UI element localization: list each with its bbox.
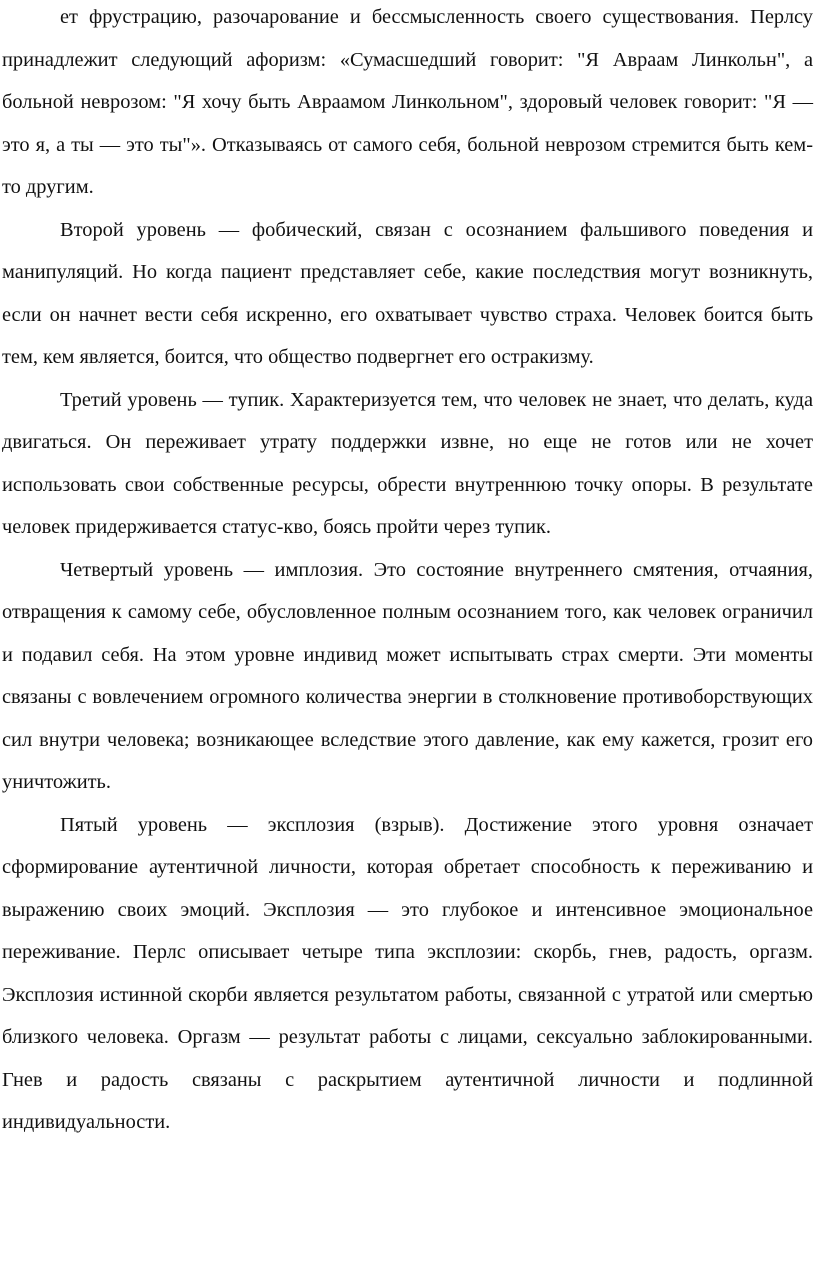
paragraph-explosion-level: Пятый уровень — эксплозия (взрыв). Достижение этого уровня означает сформирование аутентичной личности, которая обретает способность к переживанию и выражению своих эмоций. Эксплозия — это глубокое и интенсивное эмоциональное переживание. Перлс описывает четыре типа эксплозии: скорбь, гнев, радость, оргазм. Эксплозия истинной скорби является результатом работы, связанной с утратой или смертью близкого человека. Оргазм — результат работы с лицами, сексуально заблокированными. Гнев и радость связаны с раскрытием аутентичной личности и подлинной индивидуальности. bbox=[2, 813, 813, 1133]
paragraph-continuation: ет фрустрацию, разочарование и бессмысленность своего существования. Перлсу принадлежит следующий афоризм: «Сумасшедший говорит: "Я Авраам Линкольн", а больной неврозом: "Я хочу быть Авраамом Линкольном", здоровый человек говорит: "Я — это я, а ты — это ты"». Отказываясь от самого себя, больной неврозом стремится быть кем-то другим. bbox=[2, 6, 813, 198]
paragraph-implosion-level: Четвертый уровень — имплозия. Это состояние внутреннего смятения, отчаяния, отвращения к самому себе, обусловленное полным осознанием того, как человек ограничил и подавил себя. На этом уровне индивид может испытывать страх смерти. Эти моменты связаны с вовлечением огромного количества энергии в столкновение противоборствующих сил внутри человека; возникающее вследствие этого давление, как ему кажется, грозит его уничтожить. bbox=[2, 558, 813, 793]
paragraph-impasse-level: Третий уровень — тупик. Характеризуется тем, что человек не знает, что делать, куда двигаться. Он переживает утрату поддержки извне, но еще не готов или не хочет использовать свои собственные ресурсы, обрести внутреннюю точку опоры. В результате человек придерживается статус-кво, боясь пройти через тупик. bbox=[2, 388, 813, 538]
paragraph-phobic-level: Второй уровень — фобический, связан с осознанием фальшивого поведения и манипуляций. Но когда пациент представляет себе, какие последствия могут возникнуть, если он начнет вести себя искренно, его охватывает чувство страха. Человек боится быть тем, кем является, боится, что общество подвергнет его остракизму. bbox=[2, 218, 813, 368]
